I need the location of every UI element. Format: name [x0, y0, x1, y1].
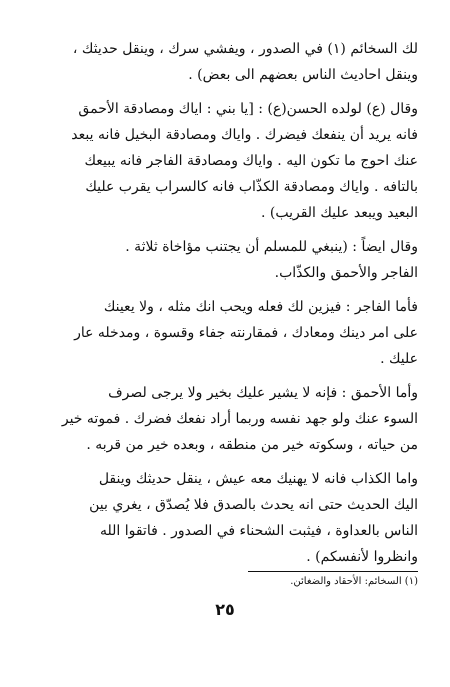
text-line: وينقل احاديث الناس بعضهم الى بعض) .	[188, 67, 418, 83]
text-line: السوء عنك ولو جهد نفسه وربما أراد نفعك فضرك . فموته خير	[61, 411, 418, 427]
text-line: بالتافه . واياك ومصادقة الكذّاب فانه كالسراب يقرب عليك	[85, 179, 418, 195]
text-line: فأما الفاجر : فيزين لك فعله ويحب انك مثله ، ولا يعينك	[103, 299, 418, 315]
text-line: البعيد ويبعد عليك القريب) .	[260, 205, 418, 221]
text-line: لك السخائم (١) في الصدور ، ويفشي سرك ، وينقل حديثك ،	[72, 41, 418, 57]
text-line: عليك .	[380, 351, 418, 367]
footnote-divider	[248, 571, 418, 572]
text-line: فانه يريد أن ينفعك فيضرك . واياك ومصادقة البخيل فانه يبعد	[71, 127, 418, 143]
text-line: من حياته ، وسكوته خير من منطقه ، وبعده خير من قربه .	[86, 437, 418, 453]
text-line: الناس بالعداوة ، فيثبت الشحناء في الصدور . فاتقوا الله	[99, 523, 418, 539]
body-text	[38, 36, 418, 570]
page-number: ٢٥	[215, 600, 235, 619]
text-line: على امر دينك ومعادك ، فمقارنته جفاء وقسوة ، ومدخله عار	[74, 325, 418, 341]
text-line: عنك احوج ما تكون اليه . واياك ومصادقة الفاجر فانه يبيعك	[84, 153, 418, 169]
text-line: وانظروا لأنفسكم) .	[306, 549, 418, 565]
footnote: (١) السخائم: الأحقاد والضغائن.	[290, 576, 418, 587]
text-line: وقال (ع) لولده الحسن(ع) : [يا بني : اياك ومصادقة الأحمق	[78, 101, 418, 117]
text-line: واما الكذاب فانه لا يهنيك معه عيش ، ينقل حديثك وينقل	[98, 471, 418, 487]
text-line: وقال ايضاً : (ينبغي للمسلم أن يجتنب مؤاخاة ثلاثة .	[125, 239, 418, 255]
text-line: الفاجر والأحمق والكذّاب.	[274, 265, 418, 281]
text-line: وأما الأحمق : فإنه لا يشير عليك بخير ولا يرجى لصرف	[108, 385, 418, 401]
text-line: اليك الحديث حتى انه يحدث بالصدق فلا يُصدّق ، يغري بين	[89, 497, 418, 513]
